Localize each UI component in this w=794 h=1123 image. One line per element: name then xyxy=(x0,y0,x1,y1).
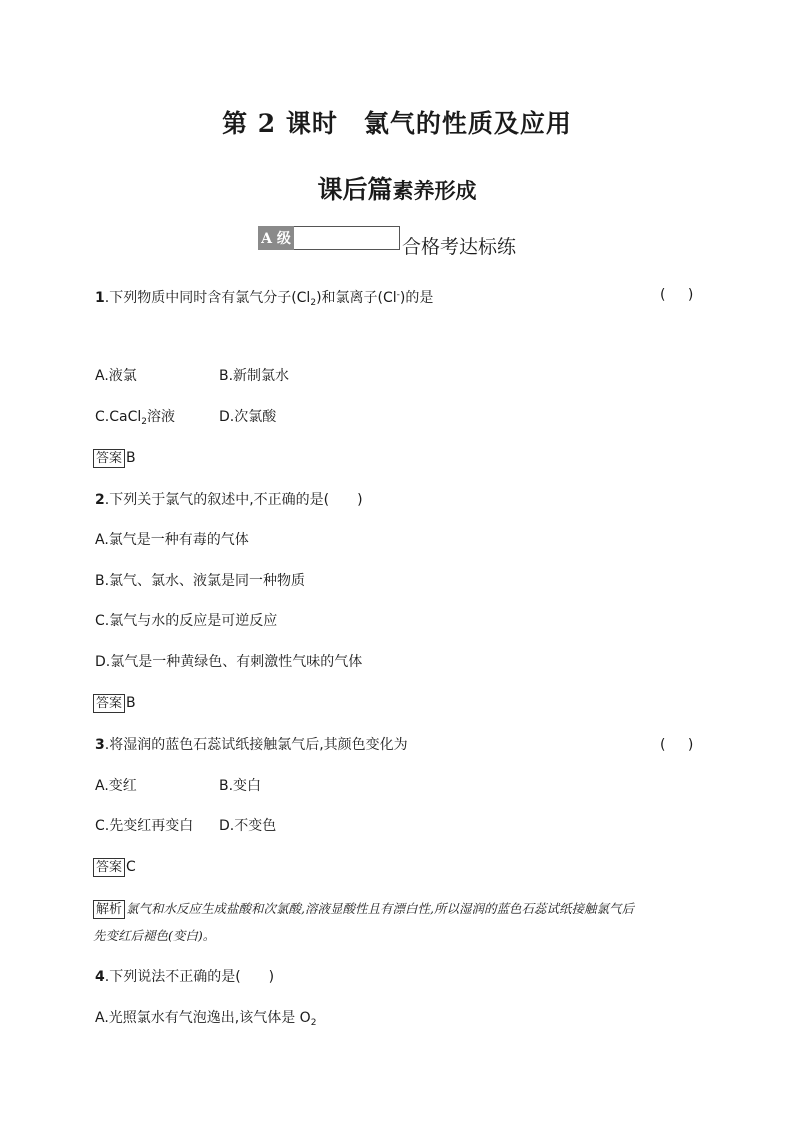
question-4-option-a: A.光照氯水有气泡逸出,该气体是 $O_2$ xyxy=(95,1010,317,1028)
question-3-analysis: 解析 氯气和水反应生成盐酸和次氯酸,溶液显酸性且有漂白性,所以湿润的蓝色石蕊试纸接触氯气后 先变红后褪色(变白)。 xyxy=(93,901,634,943)
question-number: 1 xyxy=(95,290,105,306)
page-title: 第 2 课时 氯气的性质及应用 xyxy=(222,109,572,138)
question-1-stem: 1.下列物质中同时含有氯气分子$(Cl_2)$和氯离子(Cl-)的是 xyxy=(95,290,434,308)
question-3-option-d: D.不变色 xyxy=(219,818,277,834)
question-2-answer xyxy=(93,693,136,713)
answer-parentheses: ( ) xyxy=(660,287,694,303)
subtitle-main: 课后篇 xyxy=(317,175,393,204)
question-2-option-a: A.氯气是一种有毒的气体 xyxy=(95,532,249,548)
analysis-tag: 解析 xyxy=(93,900,125,919)
level-text: 合格考达标练 xyxy=(402,236,517,258)
answer-value: B xyxy=(126,450,136,466)
answer-tag: 答案 xyxy=(93,449,125,468)
question-number: 3 xyxy=(95,737,105,753)
question-1-option-c: C.CaCl$_2$溶液 xyxy=(95,409,175,427)
answer-tag: 答案 xyxy=(93,694,125,713)
question-2-option-b: B.氯气、氯水、液氯是同一种物质 xyxy=(95,573,306,589)
question-4-stem: 4.下列说法不正确的是( ) xyxy=(95,969,275,985)
answer-value: B xyxy=(126,695,136,711)
question-1-answer xyxy=(93,448,136,468)
question-3-option-c: C.先变红再变白 xyxy=(95,818,194,834)
question-2-option-d: D.氯气是一种黄绿色、有刺激性气味的气体 xyxy=(95,654,363,670)
level-heading xyxy=(258,226,516,256)
question-3-option-a: A.变红 xyxy=(95,778,137,794)
question-1-option-a: A.液氯 xyxy=(95,368,137,384)
answer-tag: 答案 xyxy=(93,858,125,877)
answer-value: C xyxy=(126,859,136,875)
level-blank-box xyxy=(294,226,400,250)
question-number: 4 xyxy=(95,969,105,985)
level-badge: A 级 xyxy=(258,226,294,250)
question-3-stem: 3.将湿润的蓝色石蕊试纸接触氯气后,其颜色变化为 xyxy=(95,737,408,753)
question-1-option-d: D.次氯酸 xyxy=(219,409,277,425)
section-subtitle xyxy=(0,170,794,206)
question-number: 2 xyxy=(95,492,105,508)
question-2-option-c: C.氯气与水的反应是可逆反应 xyxy=(95,613,278,629)
question-2-stem: 2.下列关于氯气的叙述中,不正确的是( ) xyxy=(95,492,363,508)
question-3-option-b: B.变白 xyxy=(219,778,262,794)
answer-parentheses: ( ) xyxy=(660,737,694,753)
question-1-option-b: B.新制氯水 xyxy=(219,368,290,384)
question-3-answer xyxy=(93,857,136,877)
subtitle-secondary: 素养形成 xyxy=(392,178,477,203)
